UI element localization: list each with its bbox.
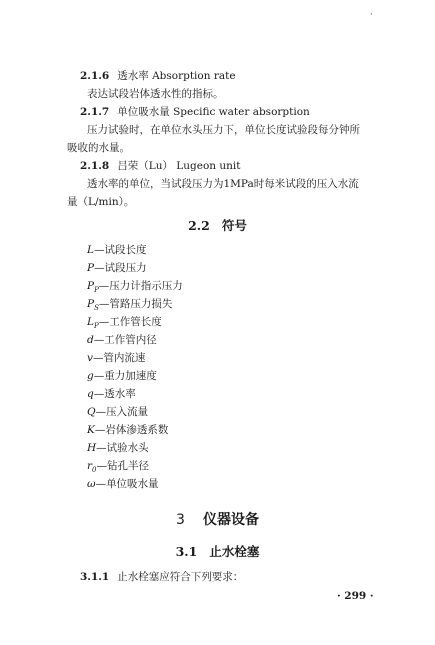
- symbol-description: —重力加速度: [93, 370, 157, 382]
- symbol-description: —管内流速: [92, 352, 146, 364]
- symbol-item: [87, 403, 183, 421]
- symbol-item: [87, 313, 183, 331]
- term-title: 单位吸水量 Specific water absorption: [117, 106, 310, 118]
- symbol-item: [87, 475, 183, 493]
- symbol-description: —试验水头: [96, 442, 149, 454]
- term-2-1-7-definition-line1: 压力试验时，在单位水头压力下，单位长度试验段每分钟所: [87, 124, 360, 136]
- term-number: 2.1.8: [80, 160, 110, 172]
- section-number: 3.1: [175, 544, 198, 559]
- term-number: 2.1.6: [80, 70, 110, 82]
- term-2-1-7-heading: [80, 104, 310, 119]
- symbol-description: —钻孔半径: [96, 460, 149, 472]
- symbol: ω: [87, 478, 96, 490]
- symbol-description: —工作管内径: [93, 334, 157, 346]
- symbol-item: [87, 385, 183, 403]
- symbol: $P_P$: [87, 280, 99, 295]
- symbol: P: [87, 262, 95, 274]
- section-number: 2.2: [188, 218, 210, 233]
- symbol-item: [87, 295, 183, 313]
- section-title: 止水栓塞: [209, 544, 260, 559]
- symbol-description: —管路压力损失: [98, 298, 173, 310]
- symbol: $r_0$: [87, 460, 97, 475]
- symbol: L: [87, 244, 94, 256]
- symbol-item: [87, 331, 183, 349]
- symbol-item: [87, 367, 183, 385]
- symbol: d: [87, 334, 94, 346]
- term-2-1-8-definition-line2: 量（L/min）。: [67, 196, 135, 208]
- clause-text: 止水栓塞应符合下列要求：: [117, 571, 244, 583]
- term-title: 透水率 Absorption rate: [117, 70, 236, 82]
- chapter-title: 仪器设备: [202, 512, 259, 528]
- term-number: 2.1.7: [80, 106, 110, 118]
- section-2-2-heading: [0, 216, 435, 234]
- page-number: · 299 ·: [337, 590, 374, 602]
- term-2-1-7-definition-line2: 吸收的水量。: [67, 142, 130, 154]
- symbol-description: —单位吸水量: [95, 478, 159, 490]
- symbol-item: [87, 439, 183, 457]
- symbol: Q: [87, 406, 96, 418]
- chapter-number: 3: [176, 512, 185, 528]
- symbol-item: [87, 259, 183, 277]
- section-title: 符号: [221, 218, 247, 233]
- symbol: H: [87, 442, 97, 454]
- term-2-1-8-heading: [80, 158, 241, 173]
- symbol: v: [87, 352, 93, 364]
- symbol: g: [87, 370, 94, 382]
- symbol-description: —压入流量: [95, 406, 149, 418]
- symbol-item: [87, 277, 183, 295]
- symbol-item: [87, 349, 183, 367]
- corner-mark: ·: [370, 10, 373, 20]
- symbol: q: [87, 388, 94, 400]
- symbol: $L_P$: [87, 316, 99, 331]
- term-2-1-6-heading: [80, 68, 236, 83]
- chapter-3-heading: [0, 509, 435, 529]
- clause-number: 3.1.1: [80, 571, 110, 583]
- term-2-1-8-definition-line1: 透水率的单位，当试段压力为1MPa时每米试段的压入水流: [87, 178, 359, 190]
- term-2-1-6-definition: 表达试段岩体透水性的指标。: [87, 88, 224, 100]
- symbol-description: —工作管长度: [98, 316, 162, 328]
- symbol-description: —试段长度: [93, 244, 147, 256]
- clause-3-1-1: [80, 569, 243, 584]
- symbol-description: —透水率: [93, 388, 136, 400]
- symbol: $P_S$: [87, 298, 99, 313]
- section-3-1-heading: [0, 542, 435, 560]
- symbol: K: [87, 424, 95, 436]
- symbol-description: —压力计指示压力: [98, 280, 183, 292]
- symbol-item: [87, 457, 183, 475]
- symbol-description: —试段压力: [94, 262, 147, 274]
- term-title: 吕荣（Lu） Lugeon unit: [117, 160, 241, 172]
- symbol-item: [87, 421, 183, 439]
- symbol-list: [87, 241, 183, 493]
- symbol-description: —岩体渗透系数: [94, 424, 169, 436]
- symbol-item: [87, 241, 183, 259]
